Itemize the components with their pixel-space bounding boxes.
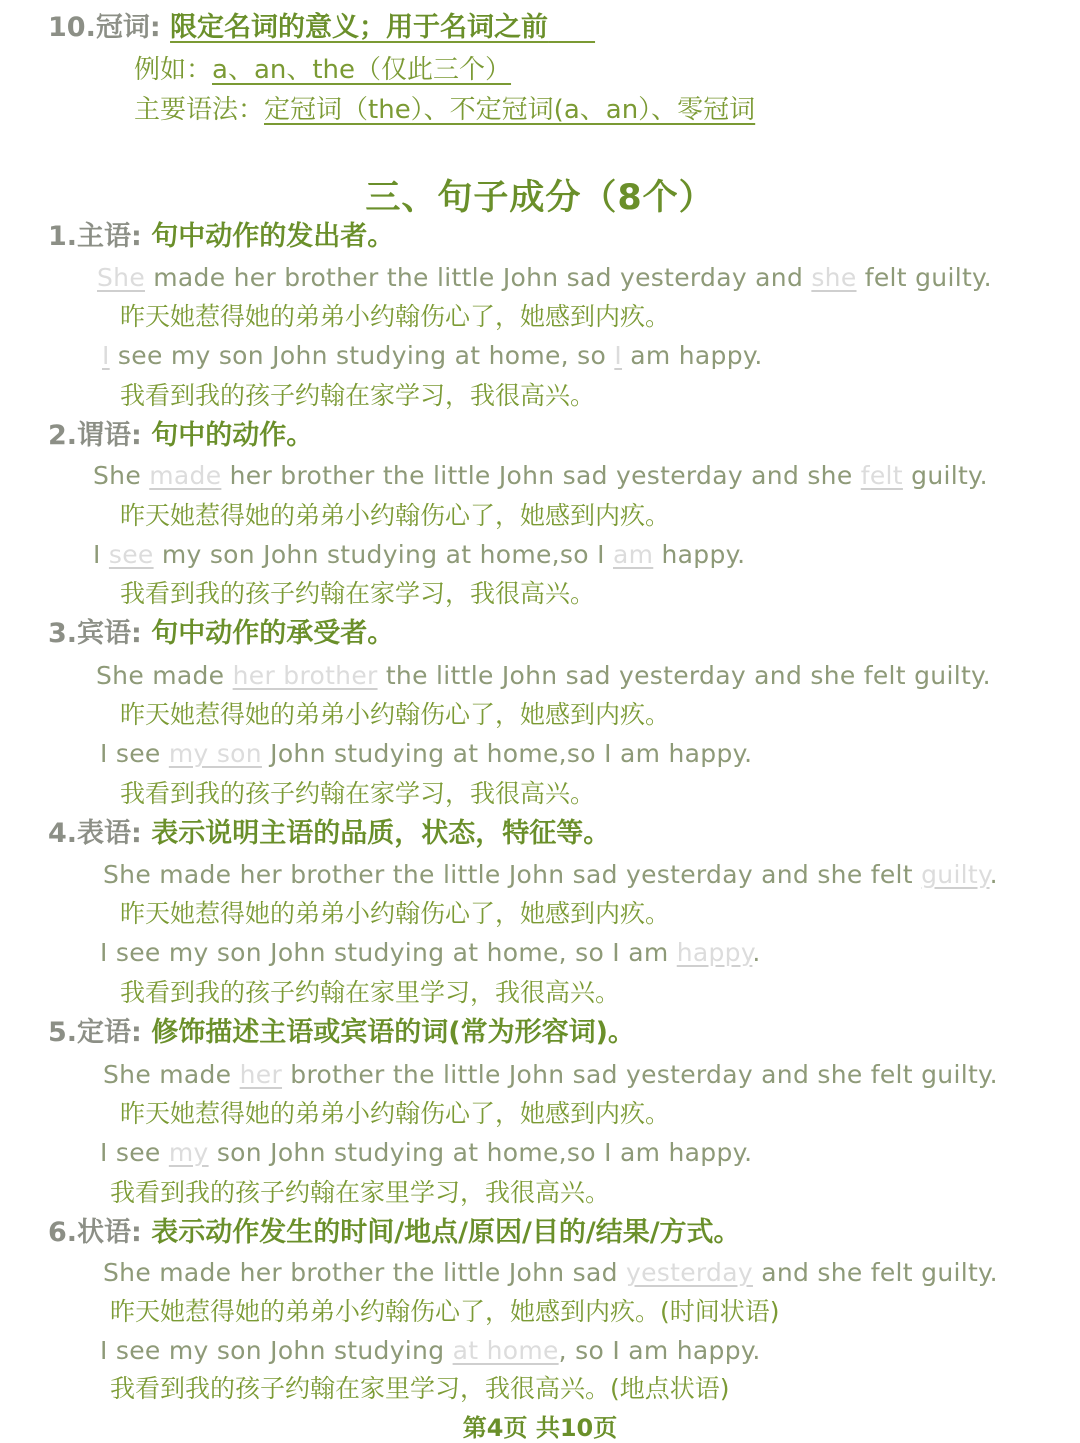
sentence-text: I see my son John studying — [100, 1336, 453, 1365]
section-title: 三、句子成分（8个） — [365, 178, 715, 218]
english-sentence — [103, 1062, 998, 1087]
sentence-text: She made — [103, 1060, 240, 1089]
article-example — [134, 57, 511, 83]
highlighted-word: guilty — [921, 860, 990, 889]
chinese-translation: 昨天她惹得她的弟弟小约翰伤心了，她感到内疚。 — [120, 302, 671, 331]
highlighted-word: her brother — [232, 661, 378, 690]
highlighted-word: She — [97, 263, 145, 292]
sentence-text: see my son John studying at home, so — [109, 341, 615, 370]
item-heading — [48, 422, 313, 449]
english-sentence — [100, 940, 761, 965]
sentence-text: I see — [100, 1138, 169, 1167]
highlighted-word: yesterday — [626, 1258, 753, 1287]
english-sentence — [102, 343, 763, 368]
english-sentence — [93, 542, 745, 567]
article-heading-definition: 限定名词的意义；用于名词之前 — [170, 12, 549, 43]
english-sentence — [103, 862, 998, 887]
item-definition: 句中动作的承受者。 — [151, 618, 395, 649]
item-number: 1.主语: — [48, 221, 142, 252]
item-number: 3.宾语: — [48, 618, 142, 649]
item-number: 4.表语: — [48, 818, 142, 849]
highlighted-word: made — [149, 461, 222, 490]
sentence-text: made her brother the little John sad yesterday and — [145, 263, 812, 292]
sentence-text: brother the little John sad yesterday and she felt guilty. — [282, 1060, 998, 1089]
highlighted-word: am — [613, 540, 654, 569]
highlighted-word: see — [108, 540, 154, 569]
chinese-translation: 我看到我的孩子约翰在家里学习，我很高兴。(地点状语) — [110, 1374, 730, 1403]
chinese-translation: 昨天她惹得她的弟弟小约翰伤心了，她感到内疚。(时间状语) — [110, 1297, 780, 1326]
english-sentence — [96, 663, 991, 688]
article-example-label: 例如： — [134, 55, 213, 85]
chinese-translation: 昨天她惹得她的弟弟小约翰伤心了，她感到内疚。 — [120, 501, 671, 530]
item-number: 2.谓语: — [48, 420, 142, 451]
sentence-text: . — [989, 860, 998, 889]
item-heading — [48, 1019, 635, 1046]
chinese-translation: 昨天她惹得她的弟弟小约翰伤心了，她感到内疚。 — [120, 899, 671, 928]
chinese-translation: 我看到我的孩子约翰在家学习，我很高兴。 — [120, 579, 596, 608]
item-heading — [48, 620, 394, 647]
chinese-translation: 昨天她惹得她的弟弟小约翰伤心了，她感到内疚。 — [120, 700, 671, 729]
highlighted-word: my son — [168, 739, 262, 768]
item-definition: 句中的动作。 — [151, 420, 314, 451]
item-number: 5.定语: — [48, 1017, 142, 1048]
sentence-text: son John studying at home,so I am happy. — [208, 1138, 753, 1167]
article-grammar — [134, 97, 755, 123]
sentence-text: her brother the little John sad yesterday and she — [221, 461, 861, 490]
article-example-text: a、an、the（仅此三个） — [212, 55, 512, 85]
highlighted-word: happy — [676, 938, 753, 967]
english-sentence — [100, 1140, 752, 1165]
sentence-text: She made — [96, 661, 233, 690]
highlighted-word: her — [239, 1060, 283, 1089]
item-definition: 表示动作发生的时间/地点/原因/目的/结果/方式。 — [151, 1217, 741, 1248]
sentence-text: I see my son John studying at home, so I am — [100, 938, 677, 967]
item-definition: 表示说明主语的品质，状态，特征等。 — [151, 818, 611, 849]
english-sentence — [100, 741, 752, 766]
highlighted-word: my — [168, 1138, 209, 1167]
english-sentence — [100, 1338, 761, 1363]
item-definition: 句中动作的发出者。 — [151, 221, 395, 252]
sentence-text: , so I am happy. — [558, 1336, 761, 1365]
sentence-text: She made her brother the little John sad — [103, 1258, 627, 1287]
highlighted-word: at home — [452, 1336, 559, 1365]
sentence-text: I — [93, 540, 109, 569]
page-number: 第4页 共10页 — [462, 1414, 618, 1442]
highlighted-word: I — [102, 341, 110, 370]
highlighted-word: felt — [860, 461, 903, 490]
sentence-text: She made her brother the little John sad yesterday and she felt — [103, 860, 922, 889]
highlighted-word: I — [614, 341, 623, 370]
english-sentence — [97, 265, 992, 290]
article-grammar-text: 定冠词（the）、不定冠词(a、an）、零冠词 — [264, 95, 756, 125]
chinese-translation: 我看到我的孩子约翰在家学习，我很高兴。 — [120, 779, 596, 808]
chinese-translation: 我看到我的孩子约翰在家里学习，我很高兴。 — [110, 1178, 611, 1207]
sentence-text: and she felt guilty. — [752, 1258, 998, 1287]
item-number: 6.状语: — [48, 1217, 142, 1248]
sentence-text: felt guilty. — [856, 263, 992, 292]
item-heading — [48, 223, 394, 250]
sentence-text: happy. — [653, 540, 746, 569]
sentence-text: guilty. — [902, 461, 988, 490]
sentence-text: I see — [100, 739, 169, 768]
chinese-translation: 我看到我的孩子约翰在家学习，我很高兴。 — [120, 381, 596, 410]
article-grammar-label: 主要语法： — [134, 95, 265, 125]
english-sentence — [93, 463, 988, 488]
sentence-text: She — [93, 461, 150, 490]
sentence-text: the little John sad yesterday and she felt guilty. — [377, 661, 991, 690]
sentence-text: John studying at home,so I am happy. — [261, 739, 753, 768]
article-heading-num: 10.冠词: — [48, 12, 161, 43]
item-definition: 修饰描述主语或宾语的词(常为形容词)。 — [151, 1017, 635, 1048]
sentence-text: my son John studying at home,so I — [153, 540, 613, 569]
highlighted-word: she — [811, 263, 857, 292]
sentence-text: am happy. — [622, 341, 763, 370]
article-heading — [48, 14, 595, 41]
sentence-text: . — [752, 938, 761, 967]
item-heading — [48, 1219, 741, 1246]
chinese-translation: 我看到我的孩子约翰在家里学习，我很高兴。 — [120, 978, 621, 1007]
item-heading — [48, 820, 610, 847]
chinese-translation: 昨天她惹得她的弟弟小约翰伤心了，她感到内疚。 — [120, 1099, 671, 1128]
english-sentence — [103, 1260, 998, 1285]
